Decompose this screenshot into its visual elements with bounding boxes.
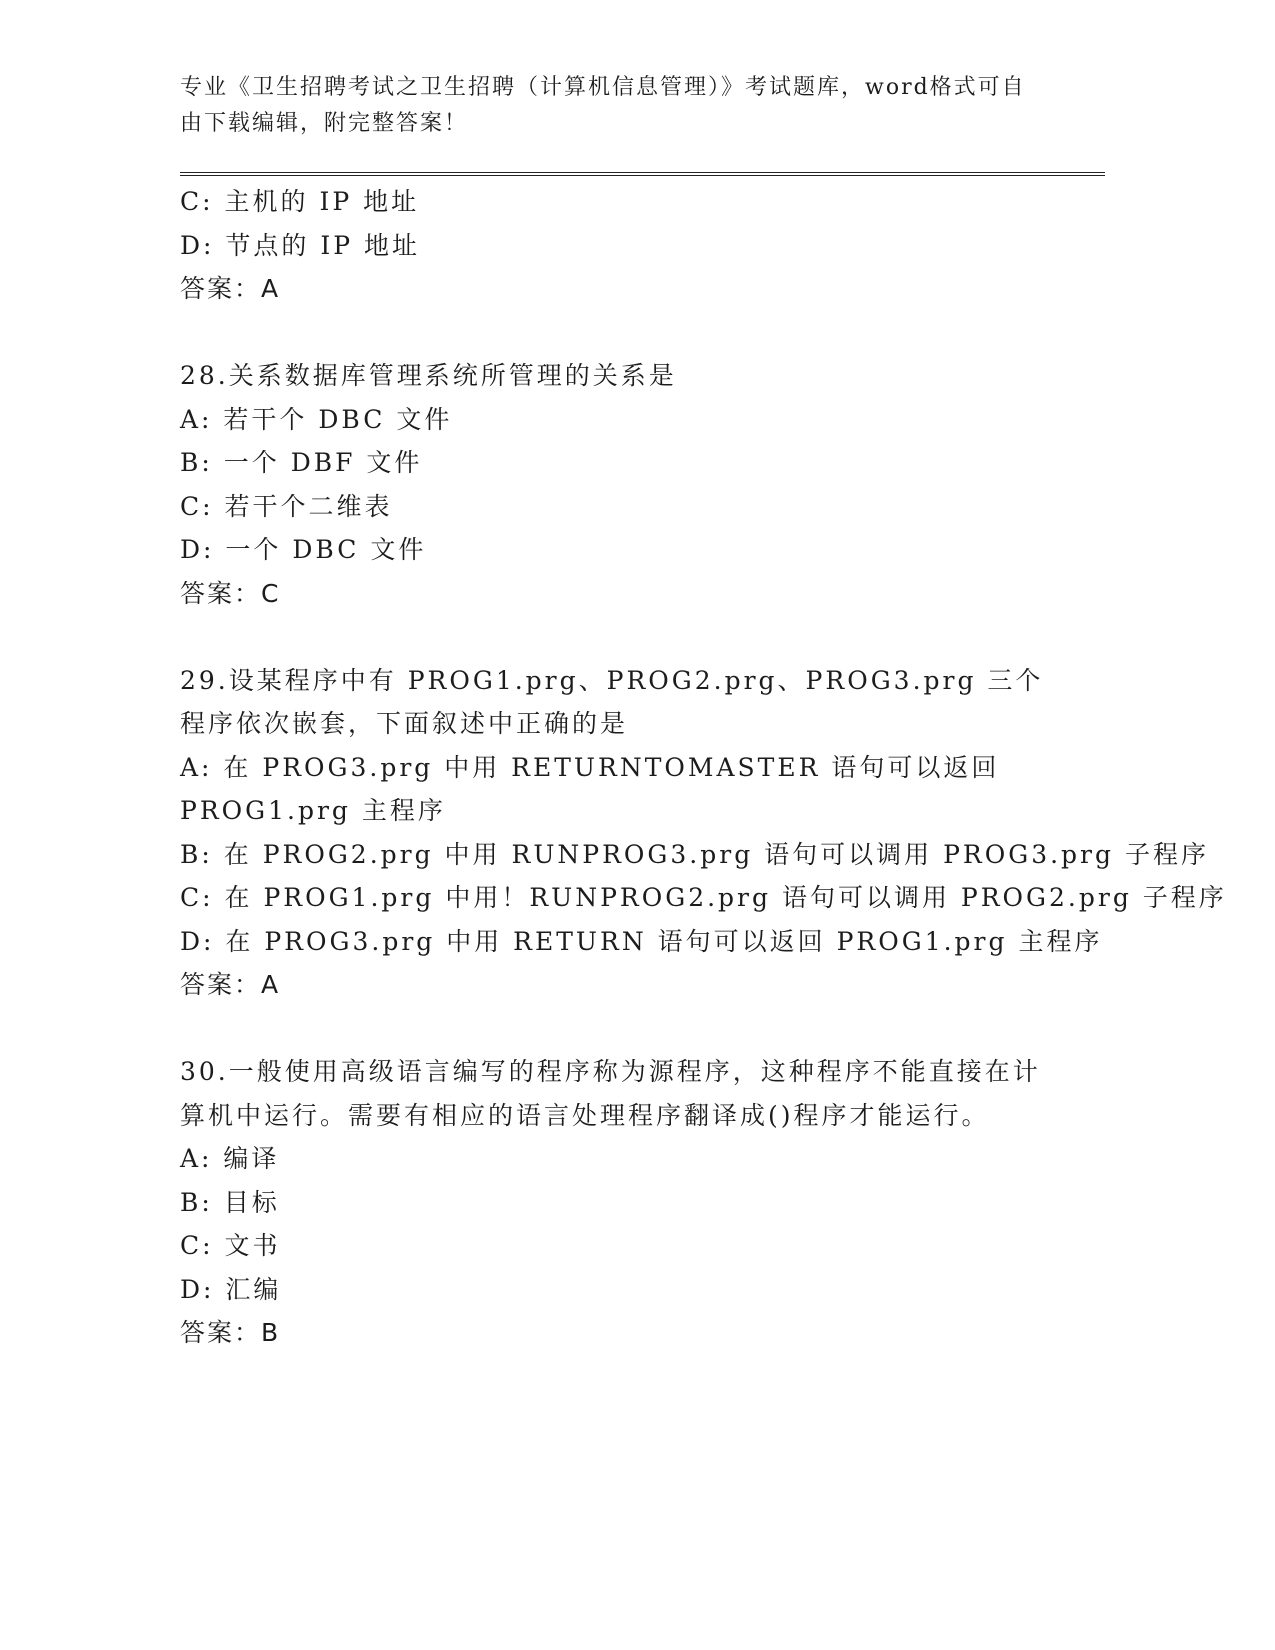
option-c: C: 主机的 IP 地址 bbox=[180, 187, 420, 216]
spacer bbox=[180, 311, 1050, 355]
option-d: D: 汇编 bbox=[180, 1274, 282, 1304]
option-a: A: 在 PROG3.prg 中用 RETURNTOMASTER 语句可以返回 PROG1.prg 主程序 bbox=[180, 752, 1000, 825]
option-b: B: 在 PROG2.prg 中用 RUNPROG3.prg 语句可以调用 PROG3.prg 子程序 bbox=[180, 839, 1209, 869]
spacer bbox=[180, 1007, 1050, 1051]
option-c: C: 文书 bbox=[180, 1231, 281, 1260]
question-stem: 28.关系数据库管理系统所管理的关系是 bbox=[180, 361, 677, 390]
option-b: B: 目标 bbox=[180, 1187, 280, 1217]
option-c: C: 在 PROG1.prg 中用！RUNPROG2.prg 语句可以调用 PROG2.prg 子程序 bbox=[180, 883, 1227, 912]
document-header: 专业《卫生招聘考试之卫生招聘（计算机信息管理）》考试题库，word格式可自由下载编辑，附完整答案！ bbox=[180, 75, 1026, 136]
option-d: D: 一个 DBC 文件 bbox=[180, 535, 427, 564]
option-a: A: 编译 bbox=[180, 1144, 280, 1173]
header-divider bbox=[180, 172, 1105, 176]
option-d: D: 在 PROG3.prg 中用 RETURN 语句可以返回 PROG1.prg 主程序 bbox=[180, 926, 1103, 956]
option-d: D: 节点的 IP 地址 bbox=[180, 230, 421, 260]
option-b: B: 一个 DBF 文件 bbox=[180, 448, 423, 477]
answer-line: 答案：C bbox=[180, 578, 281, 608]
answer-line: 答案：A bbox=[180, 274, 281, 303]
answer-line: 答案：B bbox=[180, 1318, 281, 1347]
question-list bbox=[180, 180, 1227, 1355]
spacer bbox=[180, 615, 1050, 659]
question-stem: 30.一般使用高级语言编写的程序称为源程序，这种程序不能直接在计算机中运行。需要有相应的语言处理程序翻译成()程序才能运行。 bbox=[180, 1057, 1041, 1130]
option-a: A: 若干个 DBC 文件 bbox=[180, 404, 453, 434]
option-c: C: 若干个二维表 bbox=[180, 491, 393, 521]
answer-line: 答案：A bbox=[180, 970, 281, 999]
question-stem: 29.设某程序中有 PROG1.prg、PROG2.prg、PROG3.prg 三个程序依次嵌套，下面叙述中正确的是 bbox=[180, 665, 1044, 738]
